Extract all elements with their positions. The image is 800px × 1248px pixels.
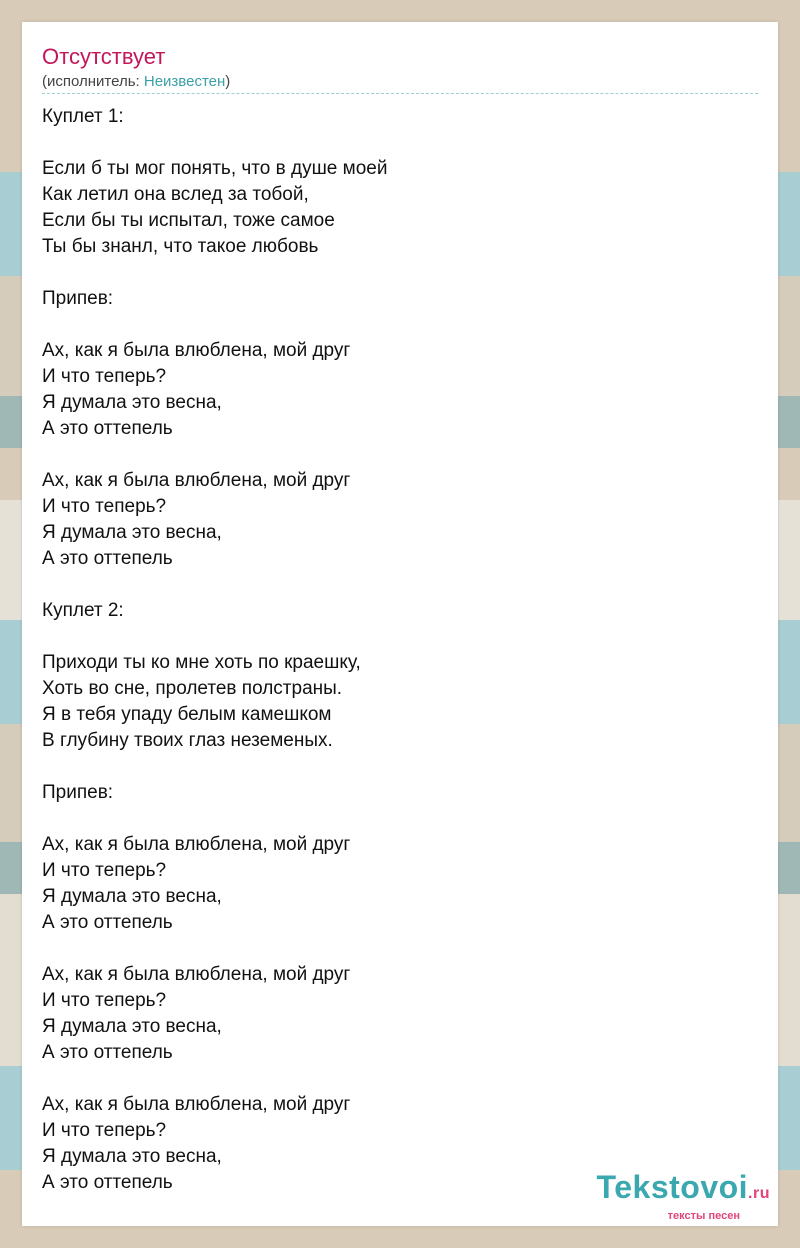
blank-line (42, 1066, 742, 1092)
lyric-line: Куплет 2: (42, 600, 124, 621)
lyric-line: Куплет 1: (42, 106, 124, 127)
song-title: Отсутствует (42, 44, 166, 69)
artist-link[interactable]: Неизвестен (143, 73, 226, 90)
lyric-line: Приходи ты ко мне хоть по краешку, (42, 652, 361, 673)
lyric-line: А это оттепель (42, 912, 173, 933)
blank-line (42, 806, 742, 832)
blank-line (42, 130, 742, 156)
logo-brand: Tekstovoi (596, 1169, 749, 1205)
lyrics-card (22, 22, 778, 1226)
lyric-line: Ах, как я была влюблена, мой друг (42, 964, 351, 985)
lyric-line: А это оттепель (42, 1172, 173, 1193)
lyric-line: Я думала это весна, (42, 392, 222, 413)
lyric-line: Если бы ты испытал, тоже самое (42, 210, 335, 231)
lyric-line: В глубину твоих глаз неземеных. (42, 730, 333, 751)
lyric-line: Я думала это весна, (42, 522, 222, 543)
blank-line (42, 572, 742, 598)
lyric-line: И что теперь? (42, 366, 167, 387)
lyric-line: Ах, как я была влюблена, мой друг (42, 470, 351, 491)
artist-line (42, 73, 230, 91)
artist-suffix: ) (225, 73, 231, 90)
blank-line (42, 260, 742, 286)
blank-line (42, 936, 742, 962)
lyric-line: И что теперь? (42, 990, 167, 1011)
lyric-line: Ах, как я была влюблена, мой друг (42, 1094, 351, 1115)
lyric-line: Ты бы знанл, что такое любовь (42, 236, 319, 257)
logo-tagline: тексты песен (667, 1210, 740, 1222)
site-logo (597, 1170, 770, 1222)
lyric-line: Я думала это весна, (42, 886, 222, 907)
lyric-line: Ах, как я была влюблена, мой друг (42, 834, 351, 855)
title-divider (42, 93, 758, 94)
lyric-line: И что теперь? (42, 860, 167, 881)
lyric-line: Ах, как я была влюблена, мой друг (42, 340, 351, 361)
lyric-line: Если б ты мог понять, что в душе моей (42, 158, 388, 179)
lyrics-text (42, 104, 742, 1196)
lyric-line: А это оттепель (42, 548, 173, 569)
blank-line (42, 754, 742, 780)
lyric-line: Припев: (42, 782, 114, 803)
lyric-line: Я думала это весна, (42, 1146, 222, 1167)
artist-prefix: (исполнитель: (42, 73, 144, 90)
lyric-line: Я в тебя упаду белым камешком (42, 704, 332, 725)
blank-line (42, 624, 742, 650)
lyric-line: И что теперь? (42, 1120, 167, 1141)
lyric-line: И что теперь? (42, 496, 167, 517)
lyric-line: Я думала это весна, (42, 1016, 222, 1037)
lyric-line: А это оттепель (42, 1042, 173, 1063)
lyric-line: А это оттепель (42, 418, 173, 439)
lyric-line: Припев: (42, 288, 114, 309)
logo-tld: .ru (748, 1185, 770, 1202)
blank-line (42, 442, 742, 468)
lyric-line: Как летил она вслед за тобой, (42, 184, 309, 205)
blank-line (42, 312, 742, 338)
lyric-line: Хоть во сне, пролетев полстраны. (42, 678, 343, 699)
